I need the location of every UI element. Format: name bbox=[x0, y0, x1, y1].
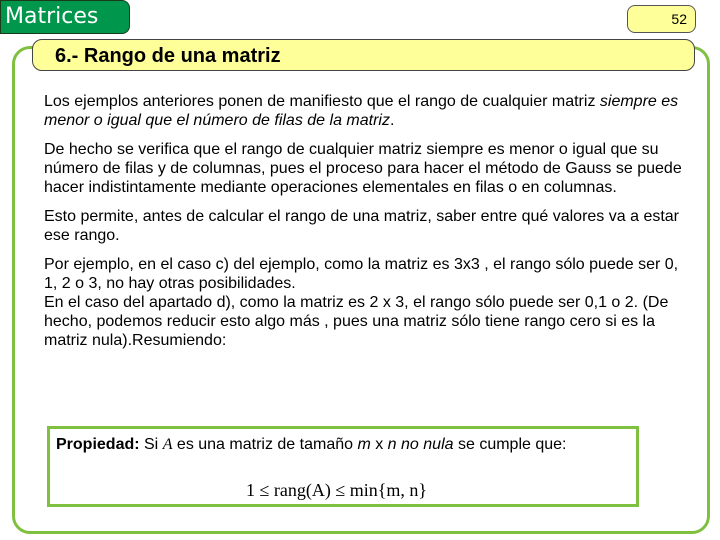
paragraph-4: Por ejemplo, en el caso c) del ejemplo, como la matriz es 3x3 , el rango sólo puede ser 0, 1, 2 o 3, no hay otras posibilidades. bbox=[44, 256, 679, 292]
page-number: 52 bbox=[671, 11, 687, 27]
page-number-badge bbox=[627, 5, 696, 33]
body-text bbox=[44, 92, 684, 360]
chapter-title: Matrices bbox=[5, 4, 99, 29]
property-statement bbox=[56, 435, 566, 454]
variable-n: n bbox=[387, 436, 397, 453]
paragraph-2: De hecho se verifica que el rango de cualquier matriz siempre es menor o igual que su número de filas y de columnas, pues el proceso para hacer el método de Gauss se puede hacer indistintamente mediante operaciones elementales en filas o en columnas. bbox=[44, 141, 682, 196]
paragraph-5: En el caso del apartado d), como la matriz es 2 x 3, el rango sólo puede ser 0,1 o 2. (De hecho, podemos reducir esto algo más , pues una matriz sólo tiene rango cero si es la matriz nula).Resumiendo: bbox=[44, 294, 669, 349]
section-title: 6.- Rango de una matriz bbox=[55, 45, 281, 67]
property-box bbox=[47, 426, 639, 507]
chapter-tab bbox=[0, 0, 130, 34]
paragraph-1 bbox=[44, 92, 684, 130]
property-text-5: se cumple que: bbox=[453, 436, 567, 453]
no-nula-text: no nula bbox=[401, 436, 454, 453]
rank-formula: 1 ≤ rang(A) ≤ min{m, n} bbox=[246, 480, 428, 500]
variable-m: m bbox=[357, 436, 371, 453]
paragraph-3: Esto permite, antes de calcular el rango de una matriz, saber entre qué valores va a estar ese rango. bbox=[44, 208, 680, 244]
property-label: Propiedad: bbox=[56, 436, 140, 453]
paragraph-1-intro: Los ejemplos anteriores ponen de manifiesto que el rango de cualquier matriz bbox=[44, 93, 596, 110]
variable-a: A bbox=[162, 436, 173, 453]
paragraph-1-end: . bbox=[389, 112, 395, 129]
section-header bbox=[32, 39, 695, 71]
property-text-2: es una matriz de tamaño bbox=[172, 436, 358, 453]
property-text-1: Si bbox=[139, 436, 163, 453]
paragraph-1-emphasis: siempre es menor o igual que el número de filas de la matriz bbox=[44, 93, 679, 129]
property-text-3: x bbox=[370, 436, 388, 453]
